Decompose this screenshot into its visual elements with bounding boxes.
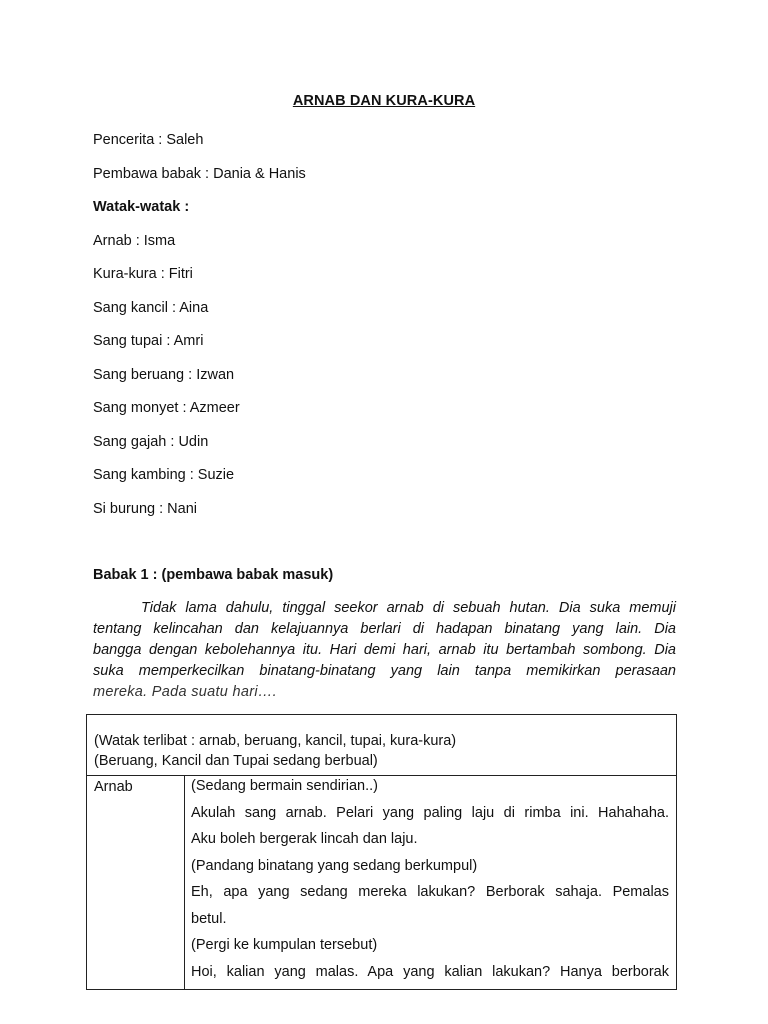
narrator-line: Pencerita : Saleh [93, 132, 204, 148]
character-item: Sang monyet : Azmeer [93, 400, 240, 416]
dialogue-line: (Sedang bermain sendirian..) [191, 778, 378, 794]
character-item: Sang kambing : Suzie [93, 467, 235, 483]
paragraph-line: mereka. Pada suatu hari…. [93, 684, 278, 700]
character-item: Sang beruang : Izwan [93, 367, 235, 383]
dialogue-line: Eh, apa yang sedang mereka lakukan? Berborak sahaja. Pemalas [191, 884, 669, 900]
dialogue-line: (Pandang binatang yang sedang berkumpul) [191, 857, 478, 874]
character-item: Sang gajah : Udin [93, 434, 209, 450]
dialogue-cell [185, 776, 676, 985]
paragraph-line: Tidak lama dahulu, tinggal seekor arnab di sebuah hutan. Dia suka memuji [141, 600, 676, 616]
paragraph-line: bangga dengan kebolehannya itu. Hari demi hari, arnab itu bertambah sombong. Dia [93, 642, 676, 658]
table-header-line: (Watak terlibat : arnab, beruang, kancil, tupai, kura-kura) [94, 733, 457, 749]
table-header-cell [87, 715, 676, 776]
character-item: Si burung : Nani [93, 501, 197, 517]
scene-presenter-line: Pembawa babak : Dania & Hanis [93, 166, 306, 182]
character-item: Kura-kura : Fitri [93, 266, 193, 282]
dialogue-line: Hoi, kalian yang malas. Apa yang kalian lakukan? Hanya berborak [191, 963, 669, 980]
scene-heading: Babak 1 : (pembawa babak masuk) [93, 567, 334, 583]
script-table [86, 714, 677, 990]
dialogue-line: Akulah sang arnab. Pelari yang paling laju di rimba ini. Hahahaha. [191, 804, 669, 821]
character-item: Arnab : Isma [93, 233, 176, 249]
narration-paragraph [93, 598, 676, 703]
speaker-cell: Arnab [87, 776, 185, 989]
paragraph-line: tentang kelincahan dan kelajuannya berlari di hadapan binatang yang lain. Dia [93, 621, 676, 637]
dialogue-line: betul. [191, 910, 227, 927]
table-header-line: (Beruang, Kancil dan Tupai sedang berbual) [94, 753, 378, 769]
dialogue-line: Aku boleh bergerak lincah dan laju. [191, 831, 418, 847]
character-item: Sang kancil : Aina [93, 300, 209, 316]
dialogue-line: (Pergi ke kumpulan tersebut) [191, 937, 378, 953]
paragraph-line: suka memperkecilkan binatang-binatang yang lain tanpa memikirkan perasaan [93, 663, 676, 679]
characters-heading: Watak-watak : [93, 199, 190, 215]
document-title: ARNAB DAN KURA-KURA [292, 93, 476, 109]
character-item: Sang tupai : Amri [93, 333, 204, 349]
